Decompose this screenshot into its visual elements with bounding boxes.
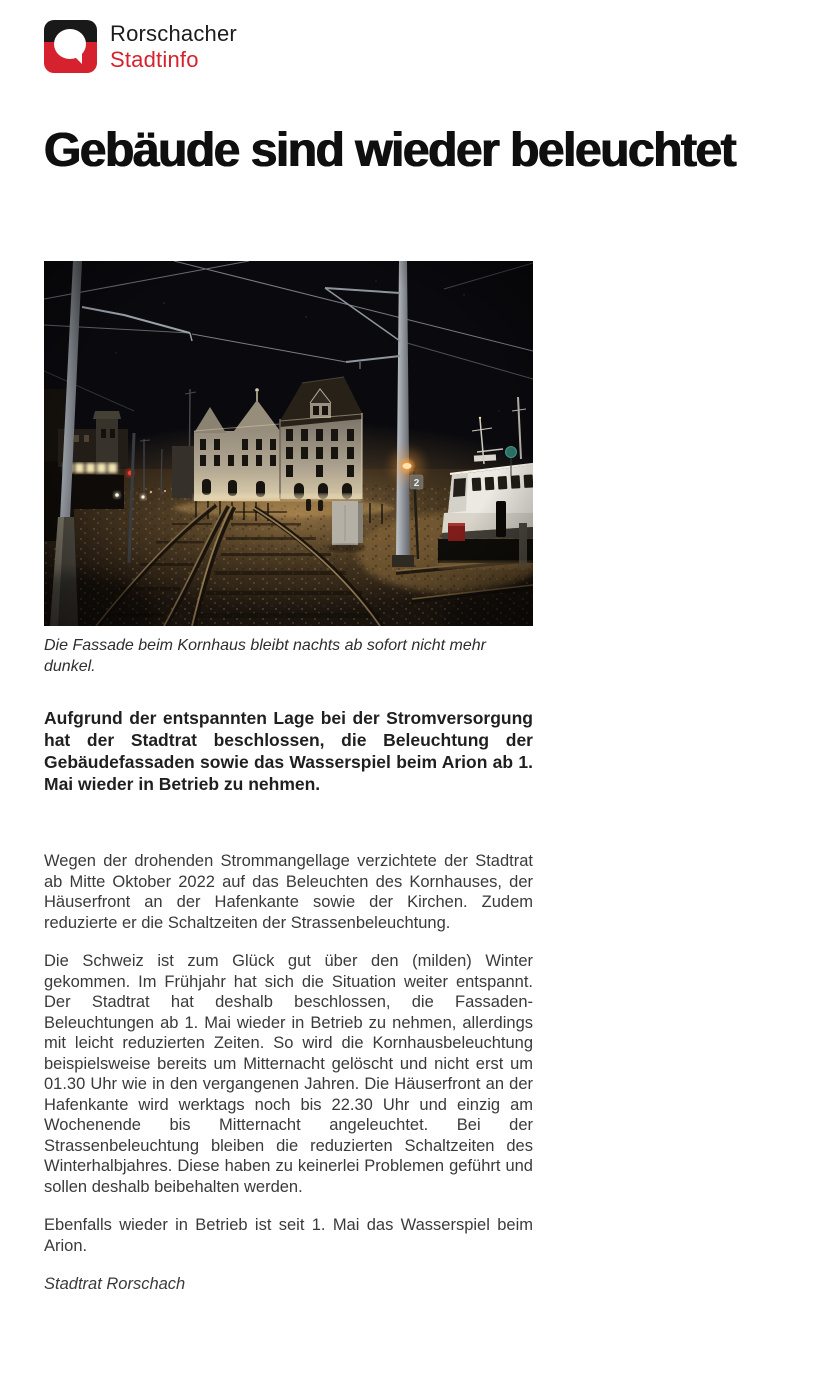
article-lead: Aufgrund der entspannten Lage bei der Stromversorgung hat der Stadtrat beschlossen, die Beleuchtung der Gebäudefassaden sowie das Wasserspiel beim Arion ab 1. Mai wieder in Betrieb zu nehmen. (44, 708, 533, 794)
brand-line1: Rorschacher (110, 21, 237, 46)
brand-header (0, 0, 817, 73)
article-body (0, 851, 817, 1295)
brand-line2: Stadtinfo (110, 47, 199, 72)
article-paragraph-2: Die Schweiz ist zum Glück gut über den (milden) Winter gekommen. Im Frühjahr hat sich die Situation weiter entspannt. Der Stadtrat hat deshalb beschlossen, die Fassaden-Beleuchtungen ab 1. Mai wieder in Betrieb zu nehmen, allerdings mit leicht reduzierten Zeiten. So wird die Kornhausbeleuchtung beispielsweise bereits um Mitternacht gelöscht und nicht erst um 01.30 Uhr wie in den vergangenen Jahren. Die Häuserfront an der Hafenkante wird werktags noch bis 22.30 Uhr und einzig am Wochenende bis Mitternacht angeleuchtet. Bei der Strassenbeleuchtung bleiben die reduzierten Schaltzeiten des Winterhalbjahres. Diese haben zu keinerlei Problemen geführt und sollen deshalb beibehalten werden. (44, 952, 533, 1196)
brand-wordmark (110, 20, 237, 73)
vignette (44, 261, 533, 626)
article-paragraph-1: Wegen der drohenden Strommangellage verzichtete der Stadtrat ab Mitte Oktober 2022 auf das Beleuchten des Kornhauses, der Häuserfront an der Hafenkante sowie der Kirchen. Zudem reduzierte er die Schaltzeiten der Strassenbeleuchtung. (44, 852, 533, 932)
photo-caption: Die Fassade beim Kornhaus bleibt nachts ab sofort nicht mehr dunkel. (44, 637, 487, 675)
article-photo (44, 261, 533, 677)
night-photo-illustration (44, 261, 533, 626)
article-signature: Stadtrat Rorschach (44, 1275, 186, 1293)
article-paragraph-3: Ebenfalls wieder in Betrieb ist seit 1. Mai das Wasserspiel beim Arion. (44, 1216, 533, 1255)
page-title: Gebäude sind wieder beleuchtet (44, 124, 736, 177)
brand-logo-icon[interactable] (44, 20, 97, 73)
